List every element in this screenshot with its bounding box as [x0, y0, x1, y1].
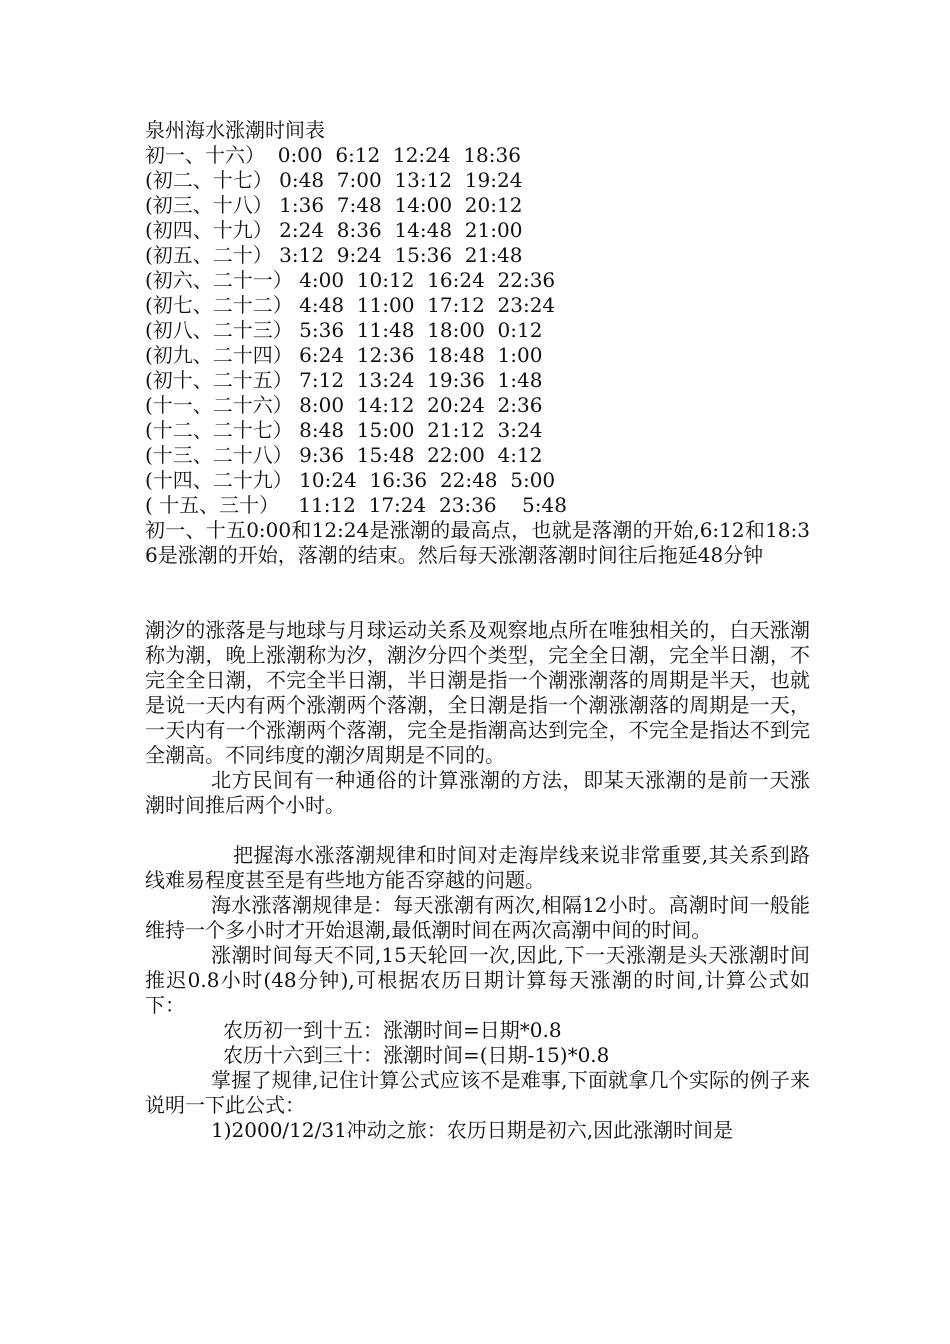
tide-times: 3:12 9:24 15:36 21:48 — [279, 243, 523, 267]
tide-times: 4:00 10:12 16:24 22:36 — [299, 268, 556, 292]
paragraph-importance: 把握海水涨落潮规律和时间对走海岸线来说非常重要,其关系到路线难易程度甚至是有些地方能否穿越的问题。 — [145, 843, 810, 892]
tide-times: 8:48 15:00 21:12 3:24 — [299, 418, 543, 442]
tide-day: (初十、二十五） — [145, 368, 293, 392]
tide-day: (初五、二十） — [145, 243, 273, 267]
tide-times: 0:48 7:00 13:12 19:24 — [279, 168, 523, 192]
tide-row — [145, 143, 810, 168]
tide-table — [145, 143, 810, 518]
tide-row — [145, 293, 810, 318]
spacer — [145, 818, 810, 843]
tide-day: 初一、十六） — [145, 143, 265, 167]
tide-row — [145, 168, 810, 193]
tide-times: 1:36 7:48 14:00 20:12 — [279, 193, 523, 217]
tide-times: 8:00 14:12 20:24 2:36 — [299, 393, 543, 417]
tide-day: (初八、二十三） — [145, 318, 293, 342]
tide-row — [145, 443, 810, 468]
paragraph-daily-shift: 涨潮时间每天不同,15天轮回一次,因此,下一天涨潮是头天涨潮时间推迟0.8小时(48分钟),可根据农历日期计算每天涨潮的时间,计算公式如下： — [145, 943, 810, 1017]
tide-note: 初一、十五0:00和12:24是涨潮的最高点，也就是落潮的开始,6:12和18:36是涨潮的开始，落潮的结束。然后每天涨潮落潮时间往后拖延48分钟 — [145, 518, 810, 567]
spacer — [145, 568, 810, 618]
tide-day: (初七、二十二） — [145, 293, 293, 317]
tide-times: 6:24 12:36 18:48 1:00 — [299, 343, 543, 367]
tide-times: 0:00 6:12 12:24 18:36 — [277, 143, 521, 167]
tide-day: (十四、二十九） — [145, 468, 293, 492]
tide-row — [145, 493, 810, 518]
tide-day: ( 十五、三十） — [145, 493, 280, 517]
formula-second-half: 农历十六到三十：涨潮时间=(日期-15)*0.8 — [223, 1043, 610, 1067]
tide-day: (初二、十七） — [145, 168, 273, 192]
tide-times: 2:24 8:36 14:48 21:00 — [279, 218, 523, 242]
tide-times: 10:24 16:36 22:48 5:00 — [299, 468, 556, 492]
tide-row — [145, 343, 810, 368]
tide-times: 9:36 15:48 22:00 4:12 — [299, 443, 543, 467]
tide-day: (初九、二十四） — [145, 343, 293, 367]
tide-day: (十一、二十六） — [145, 393, 293, 417]
tide-times: 7:12 13:24 19:36 1:48 — [299, 368, 543, 392]
tide-day: (十二、二十七） — [145, 418, 293, 442]
tide-row — [145, 193, 810, 218]
tide-times: 5:36 11:48 18:00 0:12 — [299, 318, 543, 342]
paragraph-tide-types: 潮汐的涨落是与地球与月球运动关系及观察地点所在唯独相关的，白天涨潮称为潮，晚上涨潮称为汐，潮汐分四个类型，完全全日潮，完全半日潮，不完全全日潮，不完全半日潮，半日潮是指一个潮涨潮落的周期是半天，也就是说一天内有两个涨潮两个落潮，全日潮是指一个潮涨潮落的周期是一天，一天内有一个涨潮两个落潮，完全是指潮高达到完全，不完全是指达不到完全潮高。不同纬度的潮汐周期是不同的。 — [145, 618, 810, 767]
tide-day: (初四、十九） — [145, 218, 273, 242]
document-body — [145, 118, 810, 1143]
tide-day: (初六、二十一） — [145, 268, 293, 292]
tide-times: 11:12 17:24 23:36 5:48 — [285, 493, 567, 517]
paragraph-example-1: 1)2000/12/31冲动之旅：农历日期是初六,因此涨潮时间是 — [211, 1118, 734, 1142]
tide-row — [145, 393, 810, 418]
tide-row — [145, 268, 810, 293]
tide-row — [145, 418, 810, 443]
tide-row — [145, 468, 810, 493]
tide-row — [145, 318, 810, 343]
tide-row — [145, 368, 810, 393]
tide-row — [145, 243, 810, 268]
paragraph-example-intro: 掌握了规律,记住计算公式应该不是难事,下面就拿几个实际的例子来说明一下此公式： — [145, 1068, 810, 1117]
formula-first-half: 农历初一到十五：涨潮时间=日期*0.8 — [223, 1018, 562, 1042]
tide-row — [145, 218, 810, 243]
paragraph-rule: 海水涨落潮规律是：每天涨潮有两次,相隔12小时。高潮时间一般能维持一个多小时才开始退潮,最低潮时间在两次高潮中间的时间。 — [145, 893, 810, 942]
document-title: 泉州海水涨潮时间表 — [145, 118, 325, 142]
tide-day: (初三、十八） — [145, 193, 273, 217]
tide-day: (十三、二十八） — [145, 443, 293, 467]
paragraph-north-method: 北方民间有一种通俗的计算涨潮的方法，即某天涨潮的是前一天涨潮时间推后两个小时。 — [145, 768, 810, 817]
tide-times: 4:48 11:00 17:12 23:24 — [299, 293, 556, 317]
